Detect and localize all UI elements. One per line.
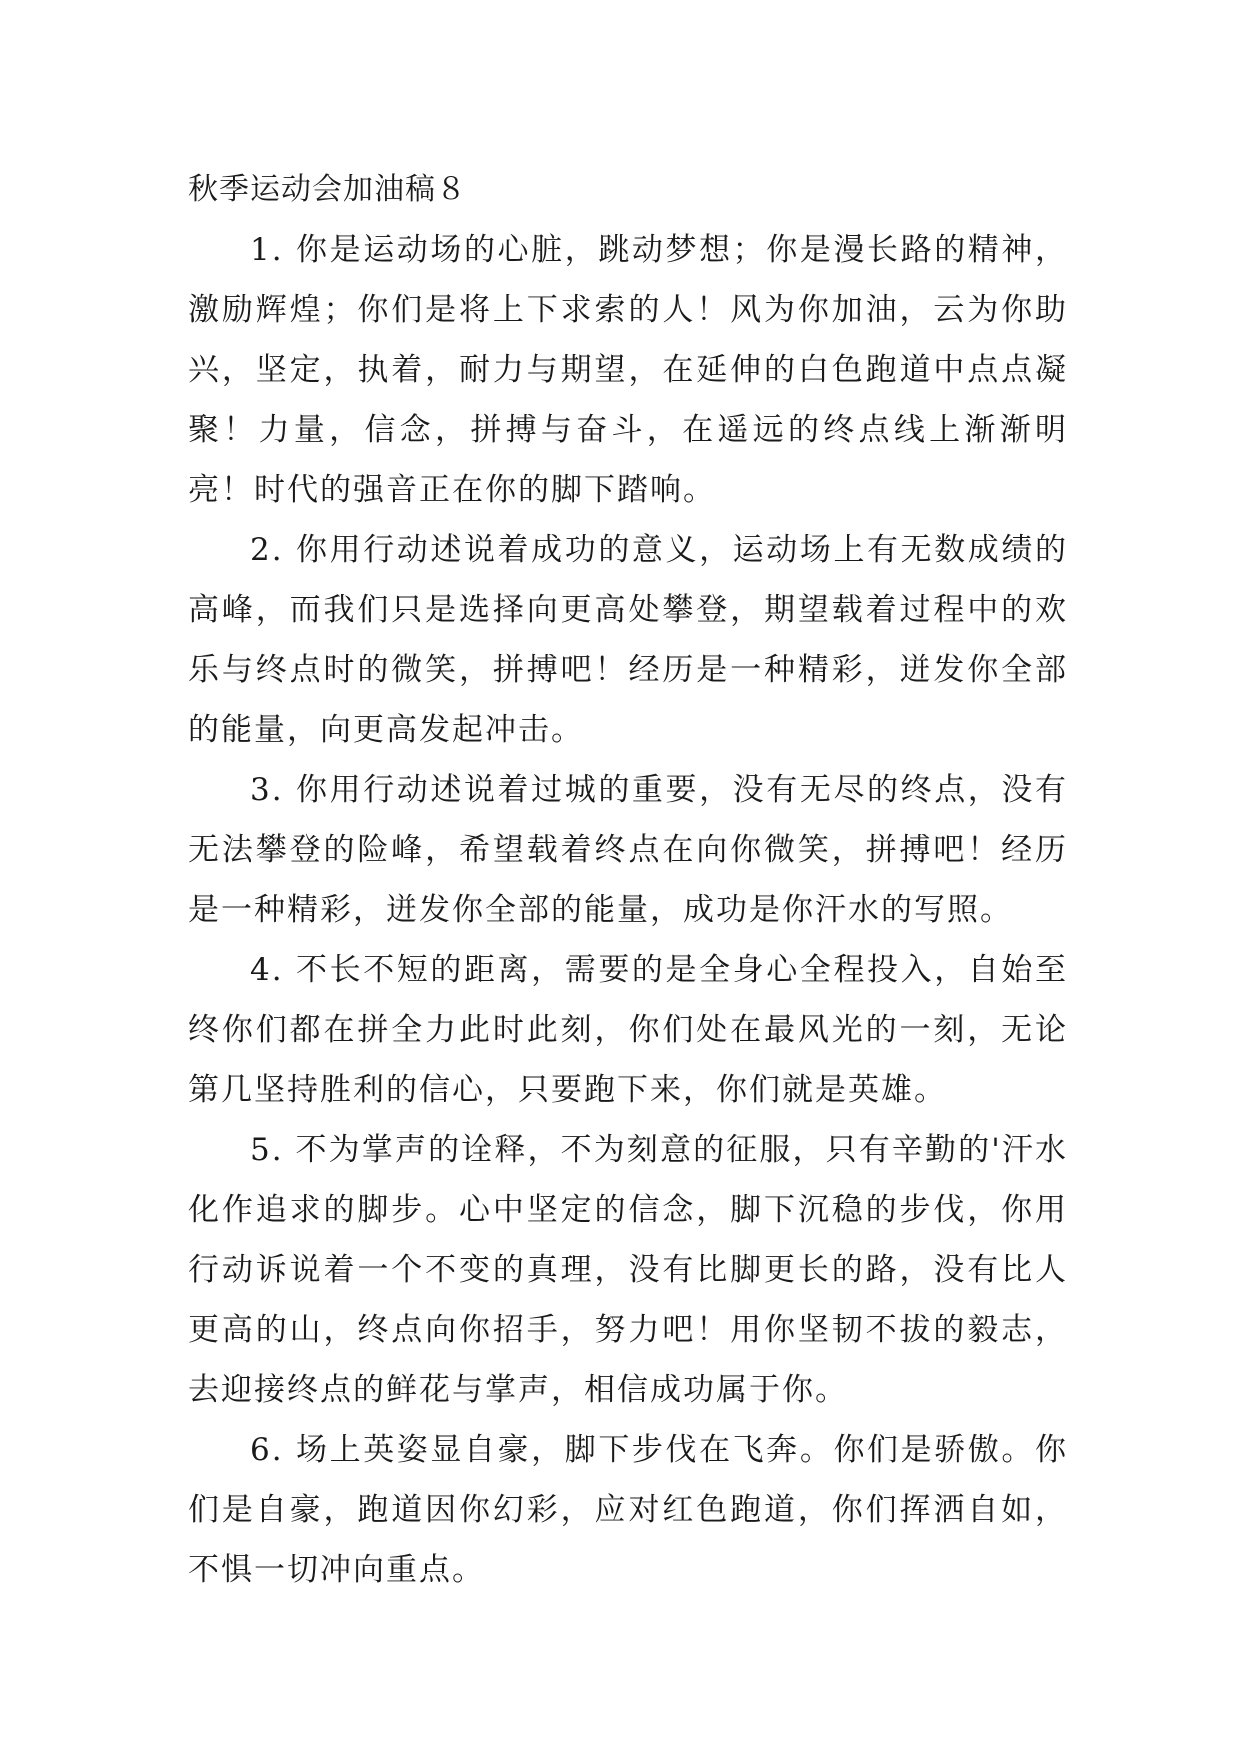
paragraph-5: 5. 不为掌声的诠释，不为刻意的征服，只有辛勤的'汗水化作追求的脚步。心中坚定的信念，脚下沉稳的步伐，你用行动诉说着一个不变的真理，没有比脚更长的路，没有比人更高的山，终点向你招手，努力吧！用你坚韧不拔的毅志，去迎接终点的鲜花与掌声，相信成功属于你。: [188, 1132, 1068, 1408]
paragraph-1: 1. 你是运动场的心脏，跳动梦想；你是漫长路的精神，激励辉煌；你们是将上下求索的人！风为你加油，云为你助兴，坚定，执着，耐力与期望，在延伸的白色跑道中点点凝聚！力量，信念，拼搏与奋斗，在遥远的终点线上渐渐明亮！时代的强音正在你的脚下踏响。: [188, 232, 1068, 508]
document-title: 秋季运动会加油稿８: [188, 172, 467, 207]
paragraph-6: 6. 场上英姿显自豪，脚下步伐在飞奔。你们是骄傲。你们是自豪，跑道因你幻彩，应对红色跑道，你们挥洒自如，不惧一切冲向重点。: [188, 1432, 1068, 1588]
paragraph-3: 3. 你用行动述说着过城的重要，没有无尽的终点，没有无法攀登的险峰，希望载着终点在向你微笑，拼搏吧！经历是一种精彩，迸发你全部的能量，成功是你汗水的写照。: [188, 772, 1068, 928]
paragraph-4: 4. 不长不短的距离，需要的是全身心全程投入，自始至终你们都在拼全力此时此刻，你们处在最风光的一刻，无论第几坚持胜利的信心，只要跑下来，你们就是英雄。: [188, 952, 1068, 1108]
document-body: [188, 160, 1068, 1600]
paragraph-2: 2. 你用行动述说着成功的意义，运动场上有无数成绩的高峰，而我们只是选择向更高处攀登，期望载着过程中的欢乐与终点时的微笑，拼搏吧！经历是一种精彩，迸发你全部的能量，向更高发起冲击。: [188, 532, 1068, 748]
